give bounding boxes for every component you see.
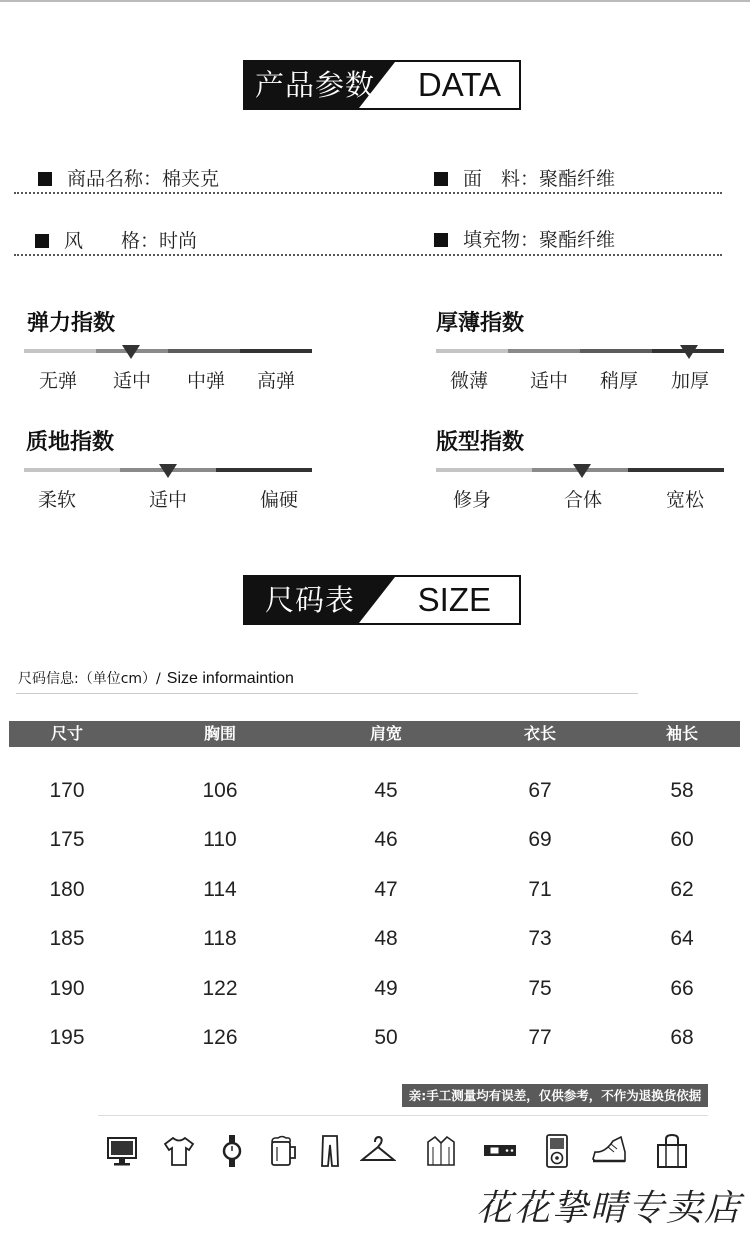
elasticity-bar [24, 349, 312, 353]
table-cell: 49 [374, 976, 398, 1000]
table-cell: 126 [202, 1026, 238, 1049]
hanger-icon [360, 1133, 396, 1169]
belt-icon [482, 1133, 518, 1169]
texture-level: 适中 [148, 489, 188, 511]
table-cell: 118 [203, 927, 237, 951]
table-cell: 60 [670, 828, 694, 852]
bullet-square-icon [38, 172, 52, 186]
table-cell: 185 [49, 927, 85, 951]
table-cell: 190 [49, 976, 85, 1000]
top-border [0, 0, 750, 2]
banner-en-title: DATA [417, 66, 501, 103]
header-cell-chest: 胸围 [203, 724, 237, 743]
param-fabric: 面 料：聚酯纤维 [434, 164, 615, 191]
bullet-square-icon [434, 233, 448, 247]
thickness-level: 微薄 [449, 370, 489, 392]
sneaker-icon [591, 1133, 627, 1169]
banner-en-title: SIZE [417, 581, 491, 618]
dotted-divider [14, 192, 722, 194]
elasticity-level: 高弹 [256, 370, 296, 392]
table-cell: 66 [670, 976, 694, 1000]
texture-level: 偏硬 [259, 489, 299, 511]
header-cell-length: 衣长 [523, 724, 557, 743]
watch-icon [214, 1133, 250, 1169]
texture-indicator-icon [159, 464, 177, 478]
table-cell: 58 [670, 779, 694, 802]
table-cell: 67 [528, 779, 552, 802]
table-cell: 69 [528, 828, 552, 852]
table-cell: 170 [49, 779, 85, 802]
pants-icon [312, 1133, 348, 1169]
table-cell: 64 [670, 927, 694, 951]
texture-title: 质地指数 [26, 430, 115, 455]
param-product-name: 商品名称：棉夹克 [38, 164, 219, 191]
thickness-level: 稍厚 [599, 370, 639, 392]
dotted-divider [14, 254, 722, 256]
elasticity-title: 弹力指数 [27, 311, 116, 336]
fit-level: 合体 [563, 489, 603, 511]
size-info-underline [16, 693, 638, 694]
thickness-indicator-icon [680, 345, 698, 359]
param-style: 风 格：时尚 [35, 226, 197, 253]
elasticity-level: 中弹 [186, 370, 226, 392]
music-player-icon [539, 1133, 575, 1169]
shopping-bag-icon [654, 1133, 690, 1169]
table-cell: 48 [374, 927, 398, 951]
size-banner [243, 575, 521, 625]
table-cell: 75 [528, 976, 552, 1000]
table-cell: 68 [670, 1026, 694, 1049]
shirt-icon [423, 1133, 459, 1169]
table-cell: 46 [374, 828, 398, 852]
bullet-square-icon [434, 172, 448, 186]
elasticity-level: 适中 [112, 370, 152, 392]
table-cell: 77 [528, 1026, 552, 1049]
disclaimer-note: 亲:手工测量均有误差，仅供参考，不作为退换货依据 [402, 1084, 708, 1107]
table-cell: 71 [528, 877, 552, 901]
table-cell: 114 [203, 877, 237, 901]
param-filling: 填充物：聚酯纤维 [434, 225, 615, 252]
table-cell: 175 [49, 828, 85, 852]
table-cell: 110 [203, 828, 237, 852]
elasticity-indicator-icon [122, 345, 140, 359]
fit-indicator-icon [573, 464, 591, 478]
header-cell-sleeve: 袖长 [665, 724, 699, 743]
beer-mug-icon [264, 1133, 300, 1169]
bullet-square-icon [35, 234, 49, 248]
thickness-level: 加厚 [670, 370, 710, 392]
banner-cn-title: 产品参数 [255, 68, 376, 102]
fit-title: 版型指数 [436, 430, 525, 455]
table-cell: 180 [49, 877, 85, 901]
thickness-level: 适中 [529, 370, 569, 392]
header-cell-shoulder: 肩宽 [369, 724, 403, 743]
params-banner [243, 60, 521, 110]
table-cell: 106 [202, 779, 238, 802]
monitor-icon [104, 1133, 140, 1169]
icon-row-divider [98, 1115, 708, 1116]
table-cell: 45 [374, 779, 398, 802]
thickness-title: 厚薄指数 [436, 311, 525, 336]
table-cell: 47 [374, 877, 398, 901]
fit-level: 宽松 [665, 489, 705, 511]
fit-level: 修身 [452, 489, 492, 511]
store-name: 花花挚晴专卖店 [475, 1188, 742, 1229]
elasticity-level: 无弹 [38, 370, 78, 392]
table-cell: 73 [528, 927, 552, 951]
tshirt-icon [161, 1133, 197, 1169]
table-cell: 195 [49, 1026, 85, 1049]
size-info-label: 尺码信息:（单位cm）/ Size informaintion [18, 670, 294, 687]
table-cell: 122 [202, 976, 238, 1000]
texture-level: 柔软 [37, 489, 77, 511]
table-cell: 62 [670, 877, 694, 901]
banner-cn-title: 尺码表 [265, 583, 356, 617]
table-cell: 50 [374, 1026, 398, 1049]
header-cell-size: 尺寸 [50, 724, 84, 743]
